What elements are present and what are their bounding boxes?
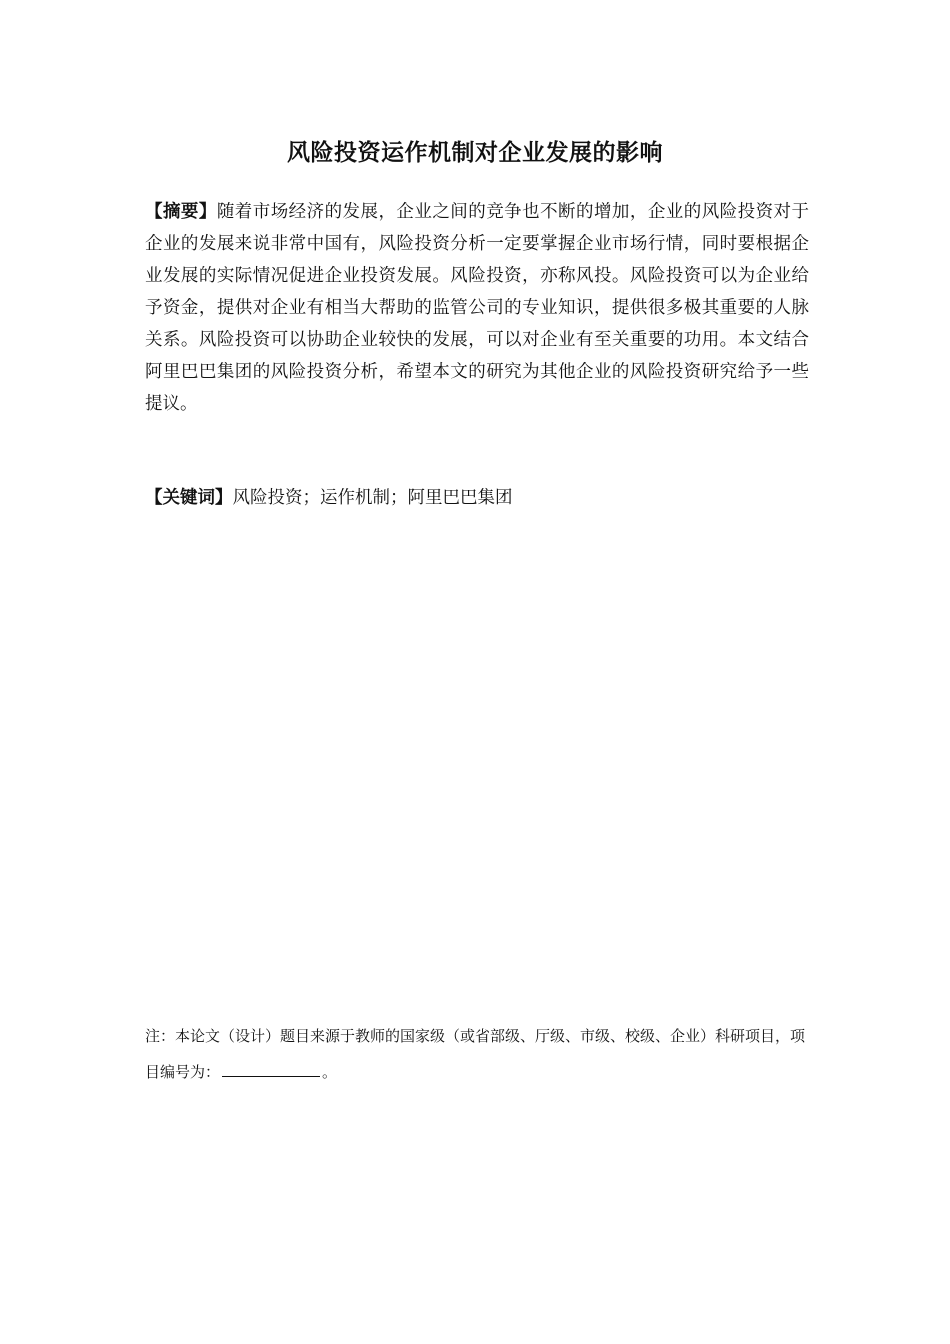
keywords-label: 【关键词】 [145, 488, 233, 508]
project-number-blank [222, 1062, 320, 1077]
footnote [145, 1018, 809, 1090]
footnote-text: 注：本论文（设计）题目来源于教师的国家级（或省部级、厅级、市级、校级、企业）科研项目，项目编号为： [145, 1027, 806, 1081]
keywords-paragraph [145, 482, 809, 514]
footnote-suffix: 。 [322, 1063, 338, 1081]
document-title: 风险投资运作机制对企业发展的影响 [287, 140, 663, 166]
keywords-text: 风险投资；运作机制；阿里巴巴集团 [232, 488, 513, 508]
abstract-text: 随着市场经济的发展，企业之间的竞争也不断的增加，企业的风险投资对于企业的发展来说非常中国有，风险投资分析一定要掌握企业市场行情，同时要根据企业发展的实际情况促进企业投资发展。风险投资，亦称风投。风险投资可以为企业给予资金，提供对企业有相当大帮助的监管公司的专业知识，提供很多极其重要的人脉关系。风险投资可以协助企业较快的发展，可以对企业有至关重要的功用。本文结合阿里巴巴集团的风险投资分析，希望本文的研究为其他企业的风险投资研究给予一些提议。 [145, 202, 810, 414]
abstract-paragraph [145, 196, 809, 420]
abstract-label: 【摘要】 [145, 202, 217, 222]
